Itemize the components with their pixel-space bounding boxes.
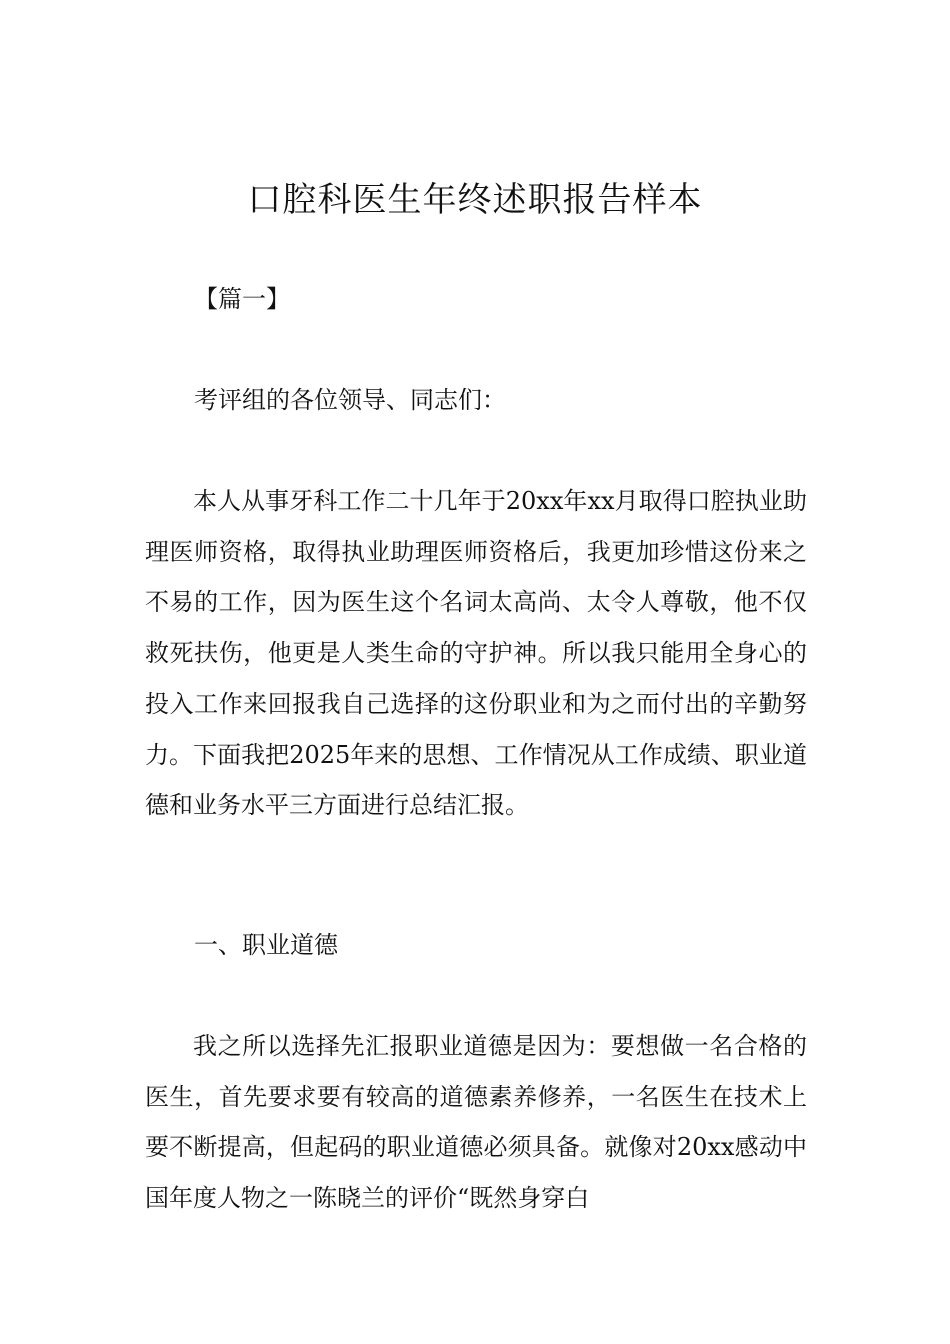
greeting: 考评组的各位领导、同志们： xyxy=(194,386,506,414)
section-heading-ethics: 一、职业道德 xyxy=(194,931,338,959)
paragraph-intro: 本人从事牙科工作二十几年于20xx年xx月取得口腔执业助理医师资格，取得执业助理医师资格后，我更加珍惜这份来之不易的工作，因为医生这个名词太高尚、太令人尊敬，他不仅救死扶伤，他更是人类生命的守护神。所以我只能用全身心的投入工作来回报我自己选择的这份职业和为之而付出的辛勤努力。下面我把2025年来的思想、工作情况从工作成绩、职业道德和业务水平三方面进行总结汇报。 xyxy=(145,487,807,820)
document-title: 口腔科医生年终述职报告样本 xyxy=(247,180,703,220)
paragraph-ethics: 我之所以选择先汇报职业道德是因为：要想做一名合格的医生，首先要求要有较高的道德素养修养，一名医生在技术上要不断提高，但起码的职业道德必须具备。就像对20xx感动中国年度人物之一陈晓兰的评价“既然身穿白 xyxy=(145,1032,807,1213)
section-tag: 【篇一】 xyxy=(194,285,290,313)
